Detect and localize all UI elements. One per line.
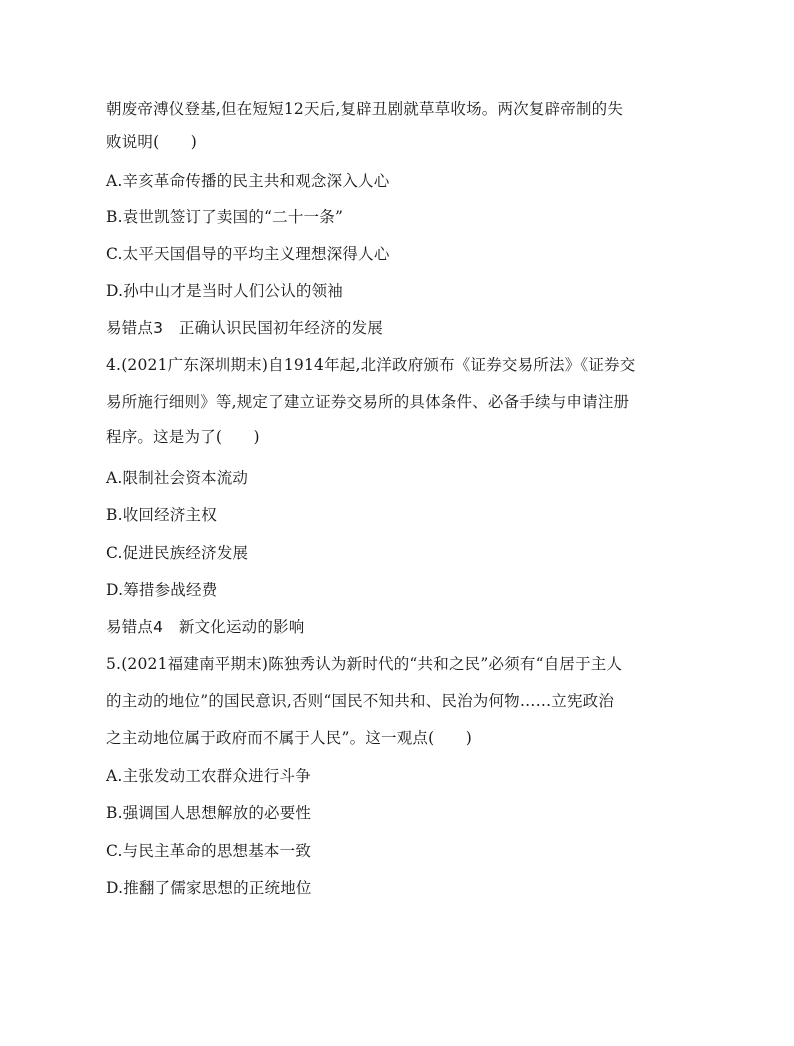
q4-option-b: B.收回经济主权 — [106, 506, 217, 524]
q5-option-c: C.与民主革命的思想基本一致 — [106, 842, 312, 860]
q5-stem-line-1: 5.(2021福建南平期末)陈独秀认为新时代的“共和之民”必须有“自居于主人 — [106, 655, 623, 673]
section-heading-3: 易错点3 正确认识民国初年经济的发展 — [106, 319, 383, 337]
q3-option-b: B.袁世凯签订了卖国的“二十一条” — [106, 208, 344, 226]
q4-stem-line-2: 易所施行细则》等,规定了建立证券交易所的具体条件、必备手续与申请注册 — [106, 393, 630, 411]
section-heading-4: 易错点4 新文化运动的影响 — [106, 618, 305, 636]
q5-stem-line-2: 的主动的地位”的国民意识,否则“国民不知共和、民治为何物……立宪政治 — [106, 692, 615, 710]
q3-stem-line-2: 败说明( ) — [106, 133, 197, 151]
q3-option-a: A.辛亥革命传播的民主共和观念深入人心 — [106, 172, 390, 190]
q5-option-b: B.强调国人思想解放的必要性 — [106, 804, 312, 822]
q4-option-c: C.促进民族经济发展 — [106, 544, 249, 562]
q5-stem-line-3: 之主动地位属于政府而不属于人民”。这一观点( ) — [106, 729, 473, 747]
q3-option-d: D.孙中山才是当时人们公认的领袖 — [106, 282, 344, 300]
q5-option-a: A.主张发动工农群众进行斗争 — [106, 767, 311, 785]
q4-option-a: A.限制社会资本流动 — [106, 469, 249, 487]
q3-option-c: C.太平天国倡导的平均主义理想深得人心 — [106, 245, 390, 263]
q4-stem-line-3: 程序。这是为了( ) — [106, 428, 260, 446]
q5-option-d: D.推翻了儒家思想的正统地位 — [106, 879, 312, 897]
q3-stem-line-1: 朝废帝溥仪登基,但在短短12天后,复辟丑剧就草草收场。两次复辟帝制的失 — [106, 100, 624, 118]
q4-option-d: D.筹措参战经费 — [106, 581, 218, 599]
q4-stem-line-1: 4.(2021广东深圳期末)自1914年起,北洋政府颁布《证券交易所法》《证券交 — [106, 356, 636, 374]
